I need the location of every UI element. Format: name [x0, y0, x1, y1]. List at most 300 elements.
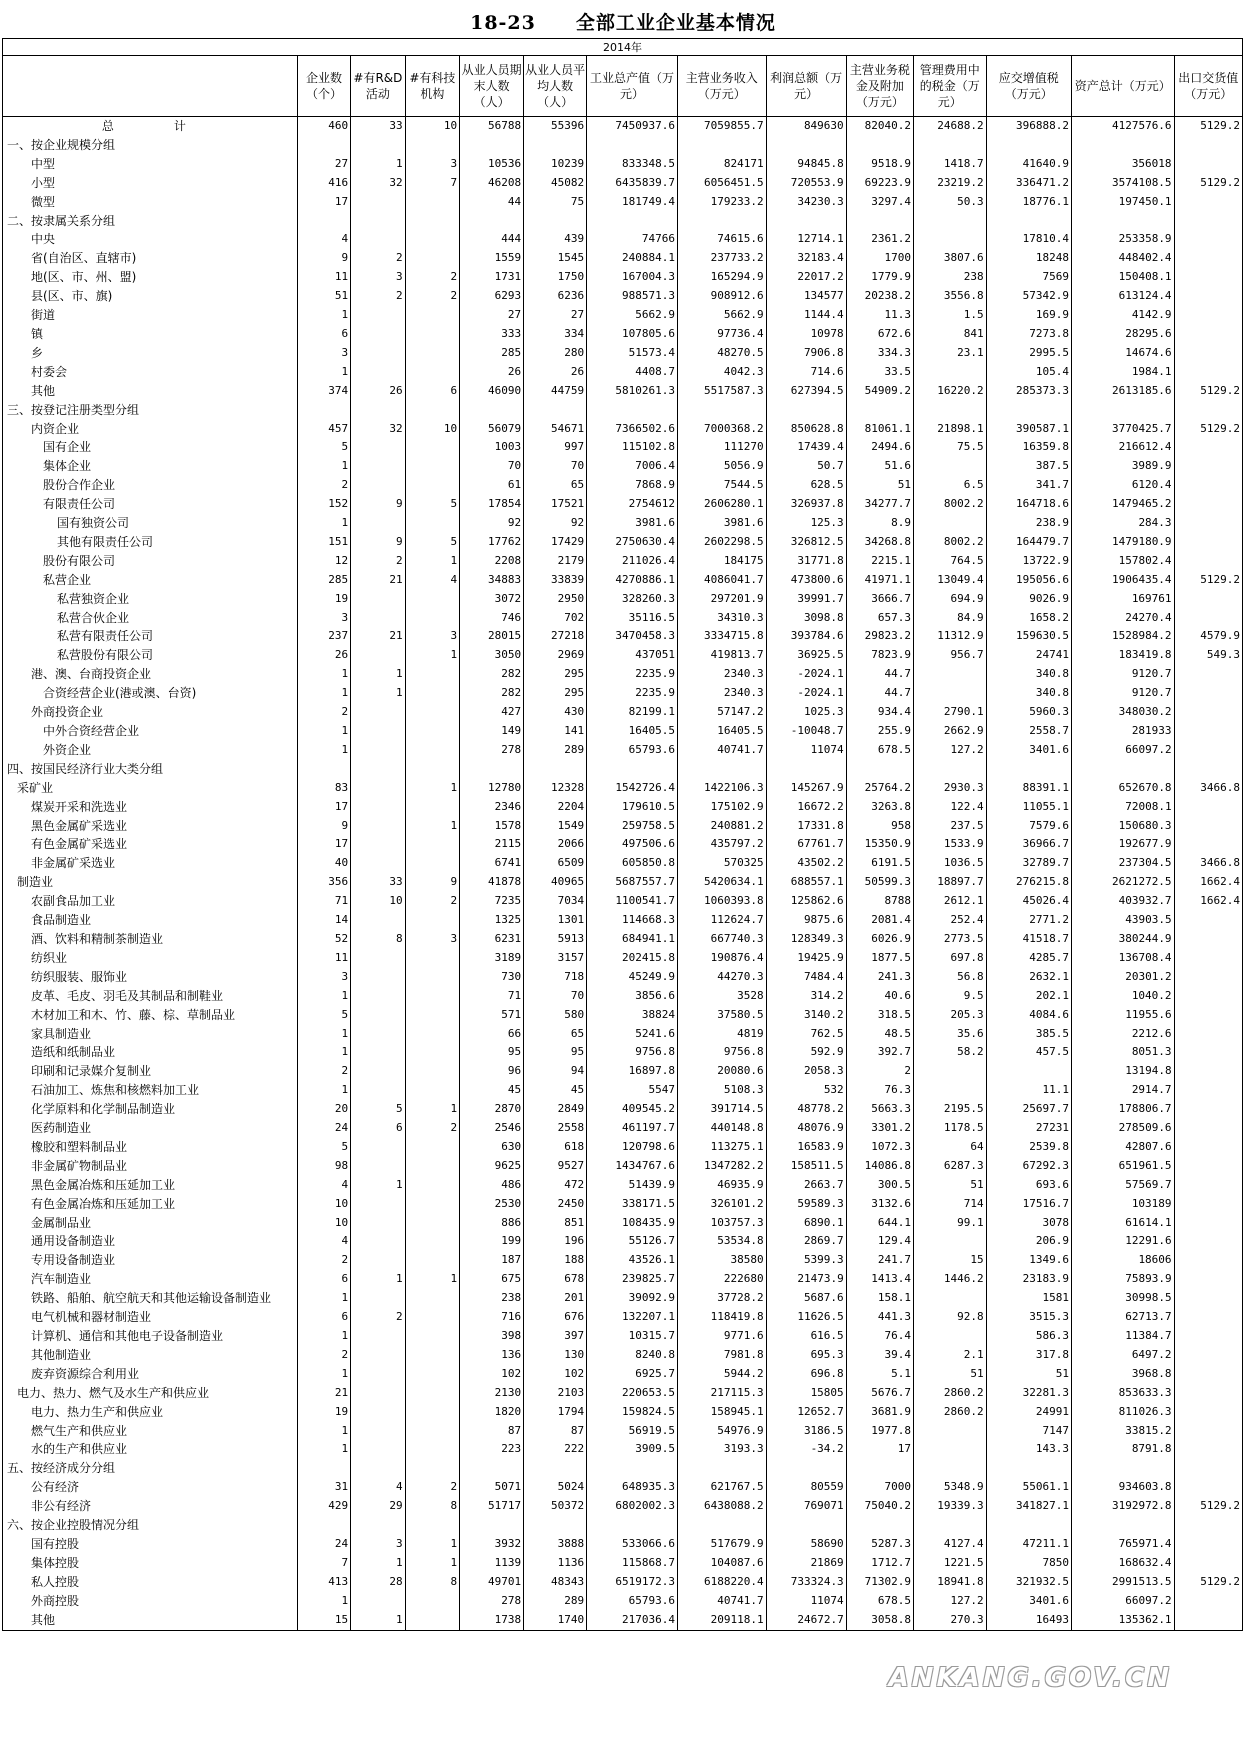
table-cell: 1731 [460, 268, 524, 287]
table-cell: 21 [297, 1384, 350, 1403]
table-cell [677, 760, 766, 779]
table-cell [351, 1251, 405, 1270]
table-cell: 44.7 [846, 665, 913, 684]
table-cell: 17 [297, 798, 350, 817]
table-cell: 1347282.2 [677, 1157, 766, 1176]
table-cell: 460 [297, 117, 350, 136]
row-label: 二、按隶属关系分组 [3, 212, 298, 231]
table-cell: 3098.8 [766, 609, 846, 628]
column-header: 从业人员期末人数（人） [460, 56, 524, 117]
table-cell [846, 212, 913, 231]
table-cell: 356 [297, 873, 350, 892]
table-cell: 328260.3 [587, 590, 678, 609]
table-cell [351, 1327, 405, 1346]
table-cell: 427 [460, 703, 524, 722]
table-cell: 9518.9 [846, 155, 913, 174]
table-cell [405, 325, 459, 344]
table-cell: 2.1 [913, 1346, 986, 1365]
table-cell [351, 401, 405, 420]
table-cell: 517679.9 [677, 1535, 766, 1554]
table-cell [1174, 514, 1242, 533]
table-row [3, 1365, 1243, 1384]
table-cell: 2914.7 [1072, 1081, 1175, 1100]
table-cell: 6890.1 [766, 1214, 846, 1233]
table-cell: 164479.7 [986, 533, 1071, 552]
table-cell: 326812.5 [766, 533, 846, 552]
table-cell: 1418.7 [913, 155, 986, 174]
table-cell [405, 1176, 459, 1195]
table-row [3, 779, 1243, 798]
table-cell: 5 [297, 1138, 350, 1157]
table-cell [351, 1384, 405, 1403]
table-cell [351, 1289, 405, 1308]
table-cell: 5944.2 [677, 1365, 766, 1384]
table-row [3, 1459, 1243, 1478]
table-cell: 222 [524, 1440, 587, 1459]
table-cell: 3401.6 [986, 741, 1071, 760]
table-cell: 270.3 [913, 1611, 986, 1630]
table-cell: 127.2 [913, 1592, 986, 1611]
table-cell: 3807.6 [913, 249, 986, 268]
table-cell: 714.6 [766, 363, 846, 382]
table-cell [351, 854, 405, 873]
table-row [3, 420, 1243, 439]
table-cell [405, 1006, 459, 1025]
table-row [3, 1176, 1243, 1195]
table-cell [1174, 268, 1242, 287]
table-cell: 295 [524, 684, 587, 703]
table-cell [351, 230, 405, 249]
table-cell: 1 [297, 1043, 350, 1062]
table-cell: 958 [846, 817, 913, 836]
table-cell: 3334715.8 [677, 627, 766, 646]
table-cell [1174, 1327, 1242, 1346]
table-cell: 18776.1 [986, 193, 1071, 212]
row-label: 印刷和记录媒介复制业 [3, 1062, 298, 1081]
table-cell: 3888 [524, 1535, 587, 1554]
table-cell [1174, 1459, 1242, 1478]
table-cell: 3856.6 [587, 987, 678, 1006]
table-row [3, 835, 1243, 854]
table-cell: 392.7 [846, 1043, 913, 1062]
table-cell [351, 1006, 405, 1025]
table-cell: 6741 [460, 854, 524, 873]
table-cell: 5687.6 [766, 1289, 846, 1308]
table-cell: 67761.7 [766, 835, 846, 854]
table-cell: 1779.9 [846, 268, 913, 287]
table-cell: 1 [405, 779, 459, 798]
table-cell: 32281.3 [986, 1384, 1071, 1403]
table-cell: 164718.6 [986, 495, 1071, 514]
table-cell: 5287.3 [846, 1535, 913, 1554]
table-cell: 7823.9 [846, 646, 913, 665]
table-cell: 134577 [766, 287, 846, 306]
table-cell [351, 1422, 405, 1441]
table-cell: 11074 [766, 741, 846, 760]
table-cell [677, 1459, 766, 1478]
column-header-item [3, 56, 298, 117]
table-cell: 317.8 [986, 1346, 1071, 1365]
table-cell: 94845.8 [766, 155, 846, 174]
table-cell [913, 457, 986, 476]
table-cell: 3140.2 [766, 1006, 846, 1025]
row-label: 股份合作企业 [3, 476, 298, 495]
table-cell: 9756.8 [677, 1043, 766, 1062]
table-cell: 125862.6 [766, 892, 846, 911]
table-cell: 237.5 [913, 817, 986, 836]
table-cell [986, 760, 1071, 779]
table-cell: 437051 [587, 646, 678, 665]
table-cell: 46090 [460, 382, 524, 401]
table-cell [405, 722, 459, 741]
table-cell: 9026.9 [986, 590, 1071, 609]
table-cell: 5129.2 [1174, 420, 1242, 439]
table-cell [1174, 1289, 1242, 1308]
table-cell: 457.5 [986, 1043, 1071, 1062]
table-cell: 321932.5 [986, 1573, 1071, 1592]
table-row [3, 495, 1243, 514]
table-cell: 175102.9 [677, 798, 766, 817]
table-cell: 107805.6 [587, 325, 678, 344]
table-cell: 52 [297, 930, 350, 949]
table-cell: 1 [297, 1025, 350, 1044]
table-number: 18-23 [470, 12, 536, 34]
table-cell: 390587.1 [986, 420, 1071, 439]
year-label: 2014年 [2, 38, 1243, 55]
table-cell: 16493 [986, 1611, 1071, 1630]
table-cell [766, 401, 846, 420]
table-cell: 36925.5 [766, 646, 846, 665]
table-cell: 811026.3 [1072, 1403, 1175, 1422]
table-cell: 40741.7 [677, 1592, 766, 1611]
table-cell: 6435839.7 [587, 174, 678, 193]
table-cell: 1144.4 [766, 306, 846, 325]
table-cell: 2081.4 [846, 911, 913, 930]
column-header: 管理费用中的税金（万元） [913, 56, 986, 117]
table-cell [1174, 1592, 1242, 1611]
row-label: 四、按国民经济行业大类分组 [3, 760, 298, 779]
table-cell: 40965 [524, 873, 587, 892]
table-cell: 9771.6 [677, 1327, 766, 1346]
table-cell [460, 760, 524, 779]
table-cell [460, 1459, 524, 1478]
table-cell: 3515.3 [986, 1308, 1071, 1327]
table-cell: 33 [351, 117, 405, 136]
table-cell: 30998.5 [1072, 1289, 1175, 1308]
table-cell [1174, 609, 1242, 628]
table-cell: 3466.8 [1174, 779, 1242, 798]
table-cell [351, 325, 405, 344]
table-row [3, 344, 1243, 363]
table-cell: 92 [460, 514, 524, 533]
table-cell [405, 1422, 459, 1441]
row-label: 其他有限责任公司 [3, 533, 298, 552]
table-cell [405, 249, 459, 268]
table-cell: 1581 [986, 1289, 1071, 1308]
table-cell: 34268.8 [846, 533, 913, 552]
table-row [3, 438, 1243, 457]
table-cell: 850628.8 [766, 420, 846, 439]
table-cell: 66097.2 [1072, 1592, 1175, 1611]
table-cell: 241.7 [846, 1251, 913, 1270]
table-cell: 18897.7 [913, 873, 986, 892]
table-row [3, 1440, 1243, 1459]
table-cell: 2750630.4 [587, 533, 678, 552]
table-cell: 1 [351, 1176, 405, 1195]
table-cell [405, 1289, 459, 1308]
table-cell: 32183.4 [766, 249, 846, 268]
table-cell: 934603.8 [1072, 1478, 1175, 1497]
table-cell: 956.7 [913, 646, 986, 665]
table-cell: 684941.1 [587, 930, 678, 949]
table-cell [913, 1422, 986, 1441]
table-cell: 618 [524, 1138, 587, 1157]
table-cell: 9875.6 [766, 911, 846, 930]
table-cell: 2 [405, 268, 459, 287]
table-cell: 11312.9 [913, 627, 986, 646]
table-cell: 387.5 [986, 457, 1071, 476]
table-cell [405, 1214, 459, 1233]
table-cell: 1740 [524, 1611, 587, 1630]
table-cell: 81061.1 [846, 420, 913, 439]
table-cell: 3132.6 [846, 1195, 913, 1214]
table-cell [351, 722, 405, 741]
table-cell [351, 779, 405, 798]
table-cell [524, 401, 587, 420]
table-row [3, 1573, 1243, 1592]
table-cell [405, 949, 459, 968]
table-cell: 143.3 [986, 1440, 1071, 1459]
column-header: 资产总计（万元） [1072, 56, 1175, 117]
table-cell [1174, 930, 1242, 949]
table-cell: 2613185.6 [1072, 382, 1175, 401]
table-cell: 103757.3 [677, 1214, 766, 1233]
table-cell: 130 [524, 1346, 587, 1365]
table-cell: 1 [351, 155, 405, 174]
table-cell [766, 1516, 846, 1535]
table-cell [405, 798, 459, 817]
table-cell: 71 [460, 987, 524, 1006]
table-cell: 334 [524, 325, 587, 344]
table-cell: 613124.4 [1072, 287, 1175, 306]
table-cell: 24991 [986, 1403, 1071, 1422]
table-row [3, 1195, 1243, 1214]
table-cell: 278509.6 [1072, 1119, 1175, 1138]
table-cell: 9756.8 [587, 1043, 678, 1062]
table-cell [405, 665, 459, 684]
table-cell [405, 230, 459, 249]
table-cell: 112624.7 [677, 911, 766, 930]
table-cell: 3770425.7 [1072, 420, 1175, 439]
table-cell: 92 [524, 514, 587, 533]
table-cell: 41518.7 [986, 930, 1071, 949]
table-cell: 33 [351, 873, 405, 892]
table-cell: 6026.9 [846, 930, 913, 949]
table-cell: 45249.9 [587, 968, 678, 987]
table-cell: 16220.2 [913, 382, 986, 401]
table-cell: 237304.5 [1072, 854, 1175, 873]
table-cell: 20301.2 [1072, 968, 1175, 987]
table-cell: 2849 [524, 1100, 587, 1119]
table-cell: 764.5 [913, 552, 986, 571]
table-row [3, 968, 1243, 987]
table-row [3, 1611, 1243, 1630]
table-cell: 10 [405, 420, 459, 439]
table-cell: 284.3 [1072, 514, 1175, 533]
table-cell: 75893.9 [1072, 1270, 1175, 1289]
table-cell: 1 [405, 646, 459, 665]
table-cell: 693.6 [986, 1176, 1071, 1195]
table-cell: 3078 [986, 1214, 1071, 1233]
table-cell: 98 [297, 1157, 350, 1176]
table-cell [351, 703, 405, 722]
table-cell: 461197.7 [587, 1119, 678, 1138]
table-cell: 7484.4 [766, 968, 846, 987]
table-cell: 657.3 [846, 609, 913, 628]
row-label: 非金属矿物制品业 [3, 1157, 298, 1176]
table-cell: 15805 [766, 1384, 846, 1403]
table-cell: 7906.8 [766, 344, 846, 363]
table-cell: 45 [460, 1081, 524, 1100]
table-cell: 196 [524, 1232, 587, 1251]
table-cell [1174, 911, 1242, 930]
table-cell: 1542726.4 [587, 779, 678, 798]
table-body [3, 117, 1243, 1631]
table-cell: 187 [460, 1251, 524, 1270]
table-cell: 51439.9 [587, 1176, 678, 1195]
table-row [3, 930, 1243, 949]
table-cell: 385.5 [986, 1025, 1071, 1044]
table-cell: 393784.6 [766, 627, 846, 646]
row-label: 中外合资经营企业 [3, 722, 298, 741]
table-cell: 628.5 [766, 476, 846, 495]
table-cell: 95 [524, 1043, 587, 1062]
table-cell [351, 760, 405, 779]
table-cell: 4 [351, 1478, 405, 1497]
table-cell [460, 136, 524, 155]
table-cell: 314.2 [766, 987, 846, 1006]
table-cell [1174, 1270, 1242, 1289]
table-cell [1174, 230, 1242, 249]
table-cell: 92.8 [913, 1308, 986, 1327]
table-cell [677, 401, 766, 420]
table-cell: 3989.9 [1072, 457, 1175, 476]
table-cell [351, 911, 405, 930]
row-label: 有限责任公司 [3, 495, 298, 514]
table-cell: 7273.8 [986, 325, 1071, 344]
table-row [3, 155, 1243, 174]
table-row [3, 817, 1243, 836]
table-cell: 57342.9 [986, 287, 1071, 306]
table-cell: 5056.9 [677, 457, 766, 476]
table-cell: 50599.3 [846, 873, 913, 892]
table-cell: 2 [405, 1478, 459, 1497]
table-cell: 7000368.2 [677, 420, 766, 439]
table-cell: 59589.3 [766, 1195, 846, 1214]
table-cell [677, 136, 766, 155]
table-cell: 61 [460, 476, 524, 495]
table-cell: 988571.3 [587, 287, 678, 306]
table-cell: 2 [846, 1062, 913, 1081]
table-cell [351, 1195, 405, 1214]
table-cell: 688557.1 [766, 873, 846, 892]
table-cell [460, 401, 524, 420]
table-cell: 300.5 [846, 1176, 913, 1195]
table-cell: 1533.9 [913, 835, 986, 854]
table-cell [405, 1516, 459, 1535]
table-cell: 192677.9 [1072, 835, 1175, 854]
table-cell: 48270.5 [677, 344, 766, 363]
table-cell: 853633.3 [1072, 1384, 1175, 1403]
row-label: 汽车制造业 [3, 1270, 298, 1289]
table-row [3, 1592, 1243, 1611]
table-cell [351, 1214, 405, 1233]
table-cell [1174, 1062, 1242, 1081]
table-row [3, 514, 1243, 533]
table-cell: 19 [297, 590, 350, 609]
table-row [3, 1554, 1243, 1573]
table-cell: 238.9 [986, 514, 1071, 533]
table-cell: 1 [297, 514, 350, 533]
table-cell: 32789.7 [986, 854, 1071, 873]
row-label: 外商投资企业 [3, 703, 298, 722]
table-cell: 190876.4 [677, 949, 766, 968]
table-cell [351, 1062, 405, 1081]
table-cell: 886 [460, 1214, 524, 1233]
table-cell: 648935.3 [587, 1478, 678, 1497]
table-cell: 651961.5 [1072, 1157, 1175, 1176]
row-label: 电力、热力、燃气及水生产和供应业 [3, 1384, 298, 1403]
table-cell: 7000 [846, 1478, 913, 1497]
table-cell: 2950 [524, 590, 587, 609]
table-cell [1174, 552, 1242, 571]
table-cell: 5687557.7 [587, 873, 678, 892]
table-cell: 99.1 [913, 1214, 986, 1233]
table-cell: 3 [405, 627, 459, 646]
table-cell: 14086.8 [846, 1157, 913, 1176]
table-cell: 22017.2 [766, 268, 846, 287]
table-cell: 718 [524, 968, 587, 987]
table-cell: 20 [297, 1100, 350, 1119]
table-row [3, 1138, 1243, 1157]
table-cell: 136708.4 [1072, 949, 1175, 968]
table-cell: 237733.2 [677, 249, 766, 268]
table-cell: 448402.4 [1072, 249, 1175, 268]
table-cell [986, 1459, 1071, 1478]
row-label: 非公有经济 [3, 1497, 298, 1516]
table-cell: 17331.8 [766, 817, 846, 836]
table-cell: 282 [460, 665, 524, 684]
table-cell: 32 [351, 174, 405, 193]
table-cell: 118419.8 [677, 1308, 766, 1327]
table-cell [913, 1062, 986, 1081]
table-cell: 7579.6 [986, 817, 1071, 836]
row-label: 私营企业 [3, 571, 298, 590]
table-cell: 17 [297, 835, 350, 854]
table-cell: 51 [986, 1365, 1071, 1384]
table-cell: 13049.4 [913, 571, 986, 590]
row-label: 废弃资源综合利用业 [3, 1365, 298, 1384]
table-cell: 83 [297, 779, 350, 798]
table-cell: 497506.6 [587, 835, 678, 854]
table-cell: 1 [297, 684, 350, 703]
table-cell [351, 949, 405, 968]
table-cell: 7006.4 [587, 457, 678, 476]
table-cell: 6191.5 [846, 854, 913, 873]
table-cell: 76.3 [846, 1081, 913, 1100]
table-cell: 54976.9 [677, 1422, 766, 1441]
row-label: 国有企业 [3, 438, 298, 457]
